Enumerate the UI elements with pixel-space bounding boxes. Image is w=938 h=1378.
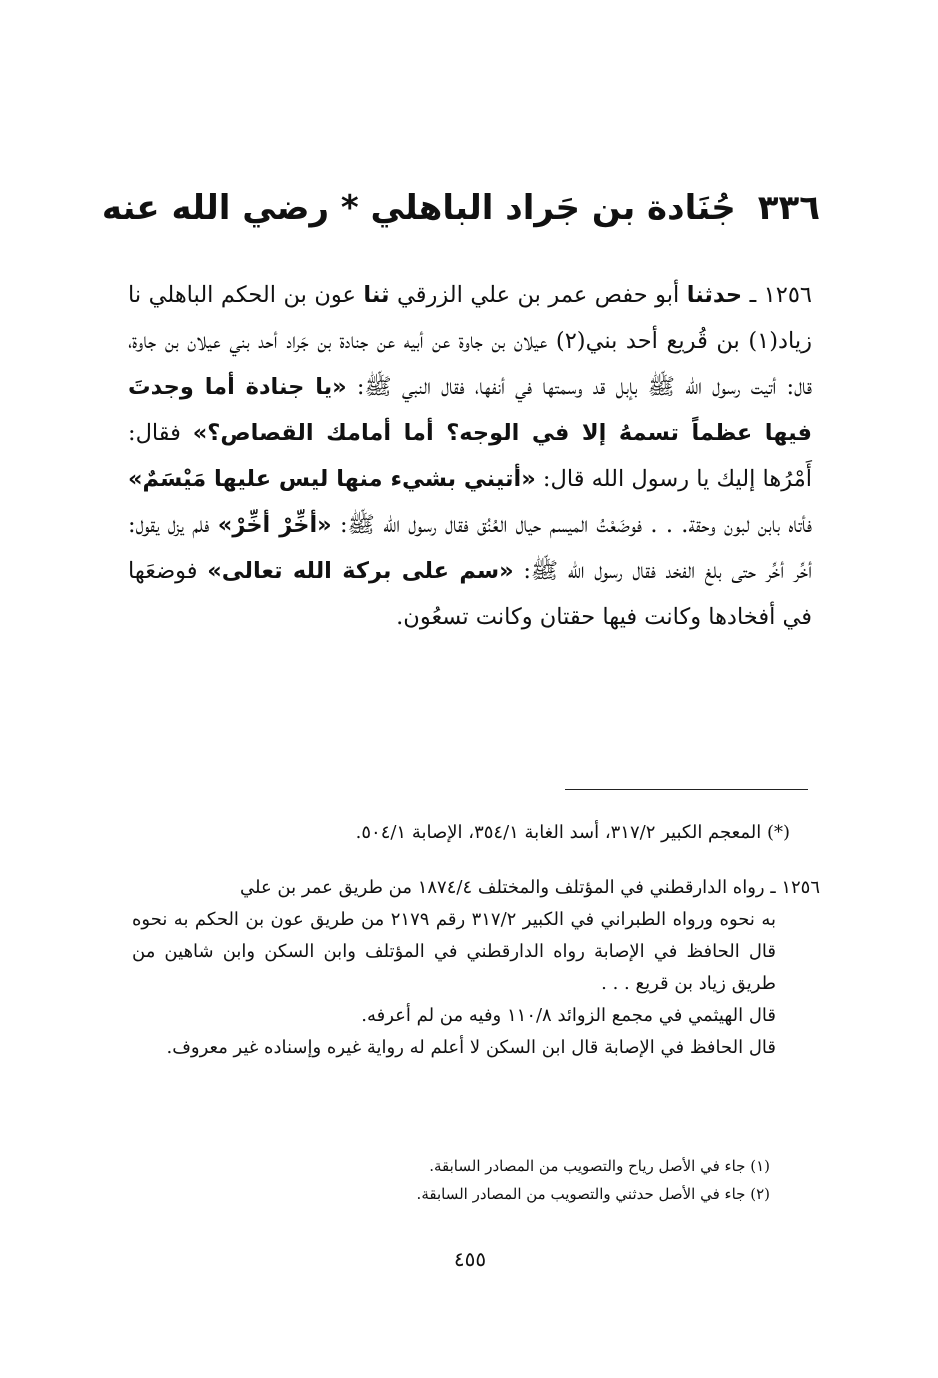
hadith-text-part-5: فلم يزل يقول: أخِّر أخِّر حتى بلغ الفخد فقال رسول الله ﷺ:: [128, 512, 812, 584]
footnote-separator: [565, 789, 808, 790]
footnote-1: (١) جاء في الأصل رياح والتصويب من المصادر السابقة.: [429, 1157, 770, 1175]
hadith-text-part-6: فوضعَها في أفخادها وكانت فيها حقتان وكانت تسعُون.: [128, 558, 812, 630]
hadith-text-part-3: فقال: أَمْرُها إليك يا رسول الله قال:: [128, 420, 812, 492]
prophet-quote-2: «أتيني بشيء منها ليس عليها مَيْسَمٌ»: [128, 466, 536, 492]
source-references: (*) المعجم الكبير ٣١٧/٢، أسد الغابة ٣٥٤/١، الإصابة ٥٠٤/١.: [355, 822, 790, 843]
takhrij-continuation: به نحوه ورواه الطبراني في الكبير ٣١٧/٢ رقم ٢١٧٩ من طريق عون بن الحكم به نحوه قال الحافظ في الإصابة رواه الدارقطني في المؤتلف وابن السكن وابن شاهين من طريق زياد بن قريع . . .: [132, 909, 776, 994]
hadith-text: [128, 272, 812, 640]
takhrij-section: [132, 872, 820, 1064]
footnotes: [300, 1152, 770, 1208]
chain-start: حدثنا: [686, 282, 743, 308]
page-number: ٤٥٥: [453, 1247, 487, 1271]
prophet-quote-1: «يا جنادة أما وجدتَ فيها عظماً تسمهُ إلا في الوجه؟ أما أمامك القصاص؟»: [128, 374, 812, 446]
takhrij-hafiz: قال الحافظ في الإصابة قال ابن السكن لا أعلم له رواية غيره وإسناده غير معروف.: [166, 1037, 776, 1058]
hadith-text-part-4: فأتاه بابن لبون وحقة. . . فوضَعْتُ الميسم حيال العُنُق فقال رسول الله ﷺ:: [340, 512, 812, 538]
footnote-2: (٢) جاء في الأصل حدثني والتصويب من المصادر السابقة.: [416, 1185, 770, 1203]
prophet-quote-4: «سم على بركة الله تعالى»: [207, 558, 514, 584]
takhrij-haythami: قال الهيثمي في مجمع الزوائد ١١٠/٨ وفيه من لم أعرفه.: [361, 1005, 776, 1026]
takhrij-first-line: ١٢٥٦ ـ رواه الدارقطني في المؤتلف والمختلف ١٨٧٤/٤ من طريق عمر بن علي: [239, 877, 820, 898]
prophet-quote-3: «أخِّرْ أخِّرْ»: [217, 512, 332, 538]
chapter-number: ٣٣٦: [757, 188, 820, 228]
chain-tna: ثنا: [363, 282, 390, 308]
hadith-text-part-1: أبو حفص عمر بن علي الزرقي: [397, 282, 680, 308]
chapter-title-text: جُنَادة بن جَراد الباهلي * رضي الله عنه: [101, 188, 736, 228]
hadith-number: ١٢٥٦ ـ: [749, 282, 812, 308]
chapter-title: [101, 178, 820, 238]
hadith-text-part-2: عون بن الحكم الباهلي نا زياد(١) بن قُريع أحد بني(٢) عيلان بن جاوة عن أبيه عن جنادة بن جَراد أحد بني عيلان بن جاوة، قال: أتيت رسول الله ﷺ بإبل قد وسمتها في أنفها، فقال النبي ﷺ:: [128, 282, 812, 400]
